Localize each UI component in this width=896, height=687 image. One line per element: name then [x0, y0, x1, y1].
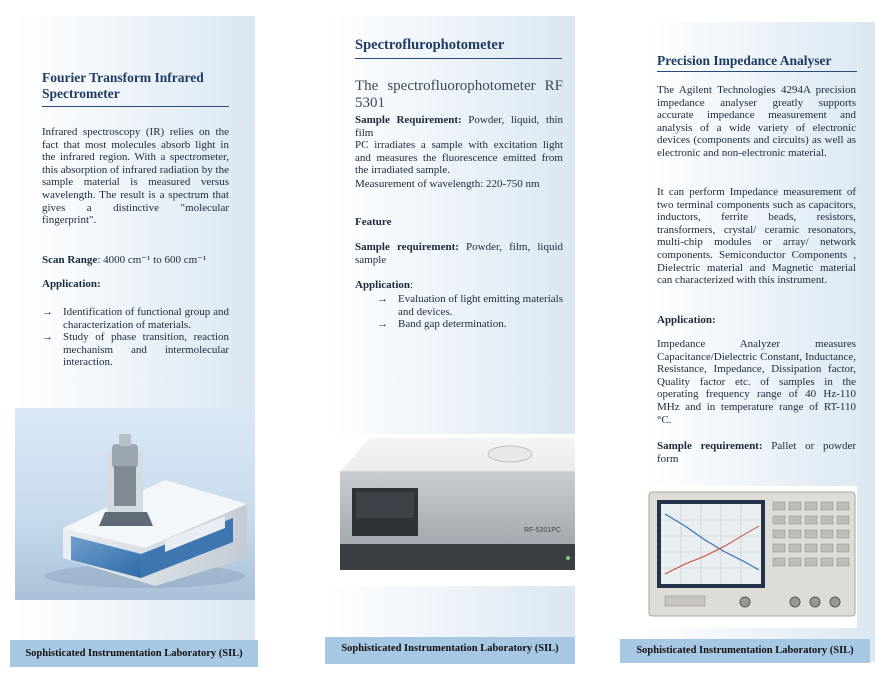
spectro-sample-requirement: [355, 114, 563, 139]
list-item: → Identification of functional group and characterization of materials.: [42, 306, 229, 331]
footer-label-impedance: Sophisticated Instrumentation Laboratory (SIL): [620, 639, 870, 663]
spectro-sample-req2-label: Sample requirement:: [355, 241, 459, 253]
list-item: → Study of phase transition, reaction mechanism and intermolecular interaction.: [42, 331, 229, 369]
spectro-feature-heading: Feature: [355, 216, 392, 228]
ftir-title-rule: [42, 106, 229, 107]
ftir-scan-label: Scan Range: [42, 254, 98, 266]
ftir-description: Infrared spectroscopy (IR) relies on the fact that most molecules absorb light in the infrared region. With a spectrometer, this absorption of infrared radiation by the sample material is measured versus wavelength. The result is a spectrum that gives a distinctive "molecular fingerprint".: [42, 126, 229, 227]
impedance-application-heading: Application:: [657, 314, 716, 326]
impedance-title-rule: [657, 71, 857, 72]
rf-device-label: RF-5301PC: [524, 527, 561, 534]
spectro-wavelength: Measurement of wavelength: 220-750 nm: [355, 178, 540, 190]
ftir-scan-range: [42, 254, 229, 267]
spectro-title: Spectroflurophotometer: [355, 37, 505, 53]
impedance-sample-req-value: Pallet or powder form: [657, 440, 857, 465]
arrow-icon: →: [42, 306, 53, 318]
ftir-instrument-image: [15, 408, 255, 600]
list-item: → Evaluation of light emitting materials and devices.: [377, 293, 563, 318]
ftir-panel: [15, 16, 255, 640]
spectro-sample-requirement-2: [355, 241, 563, 266]
impedance-para2: It can perform Impedance measurement of two terminal components such as capacitors, inductors, ferrite beads, resistors, transformers, crystal/ ceramic resonators, multi-chip modules or array/ network components. Semiconductor Components , Dielectric material and Magnetic material can characterized with this instrument.: [657, 186, 856, 287]
spectro-panel: [325, 16, 575, 660]
impedance-instrument-illustration: [645, 486, 857, 628]
ftir-title: Fourier Transform Infrared Spectrometer: [42, 70, 204, 101]
ftir-scan-value: : 4000 cm⁻¹ to 600 cm⁻¹: [97, 254, 207, 266]
impedance-sample-requirement: [657, 440, 856, 465]
spectro-instrument-image: [330, 434, 575, 586]
footer-label-spectro: Sophisticated Instrumentation Laboratory (SIL): [325, 637, 575, 664]
spectro-description: PC irradiates a sample with excitation light and measures the fluorescence emitted from the irradiated sample.: [355, 139, 563, 177]
spectro-application-list: [377, 293, 563, 331]
impedance-instrument-image: [645, 486, 857, 628]
spectro-subtitle: The spectrofluorophotometer RF 5301: [355, 78, 563, 111]
arrow-icon: →: [377, 293, 388, 305]
arrow-icon: →: [42, 331, 53, 344]
footer-label-ftir: Sophisticated Instrumentation Laboratory (SIL): [10, 640, 258, 667]
list-item: → Band gap determination.: [377, 318, 507, 331]
impedance-panel: [645, 22, 875, 662]
arrow-icon: →: [377, 318, 388, 331]
spectro-sample-req2-value: Powder, film, liquid sample: [355, 241, 564, 266]
spectro-sample-req-value: Powder, liquid, thin film: [355, 114, 564, 139]
spectro-instrument-illustration: [330, 434, 575, 586]
impedance-application-text: Impedance Analyzer measures Capacitance/Dielectric Constant, Inductance, Resistance, Impedance, Dissipation factor, Quality factor etc. of samples in the operating frequency range of 40 Hz-110 MHz and in temperature range of RT-110 °C.: [657, 338, 856, 426]
spectro-sample-req-label: Sample Requirement:: [355, 114, 462, 126]
spectro-application-heading: Application:: [355, 279, 414, 291]
ftir-application-heading: Application:: [42, 278, 101, 290]
impedance-title: Precision Impedance Analyser: [657, 53, 832, 68]
spectro-title-rule: [355, 58, 562, 59]
impedance-sample-req-label: Sample requirement:: [657, 440, 763, 452]
impedance-para1: The Agilent Technologies 4294A precision impedance analyser greatly supports accurate impedance measurement and analysis of a wide variety of electronic devices (components and circuits) as well as electronic and non-electronic material.: [657, 84, 856, 159]
ftir-application-list: [42, 306, 229, 369]
ftir-instrument-illustration: [15, 408, 255, 600]
